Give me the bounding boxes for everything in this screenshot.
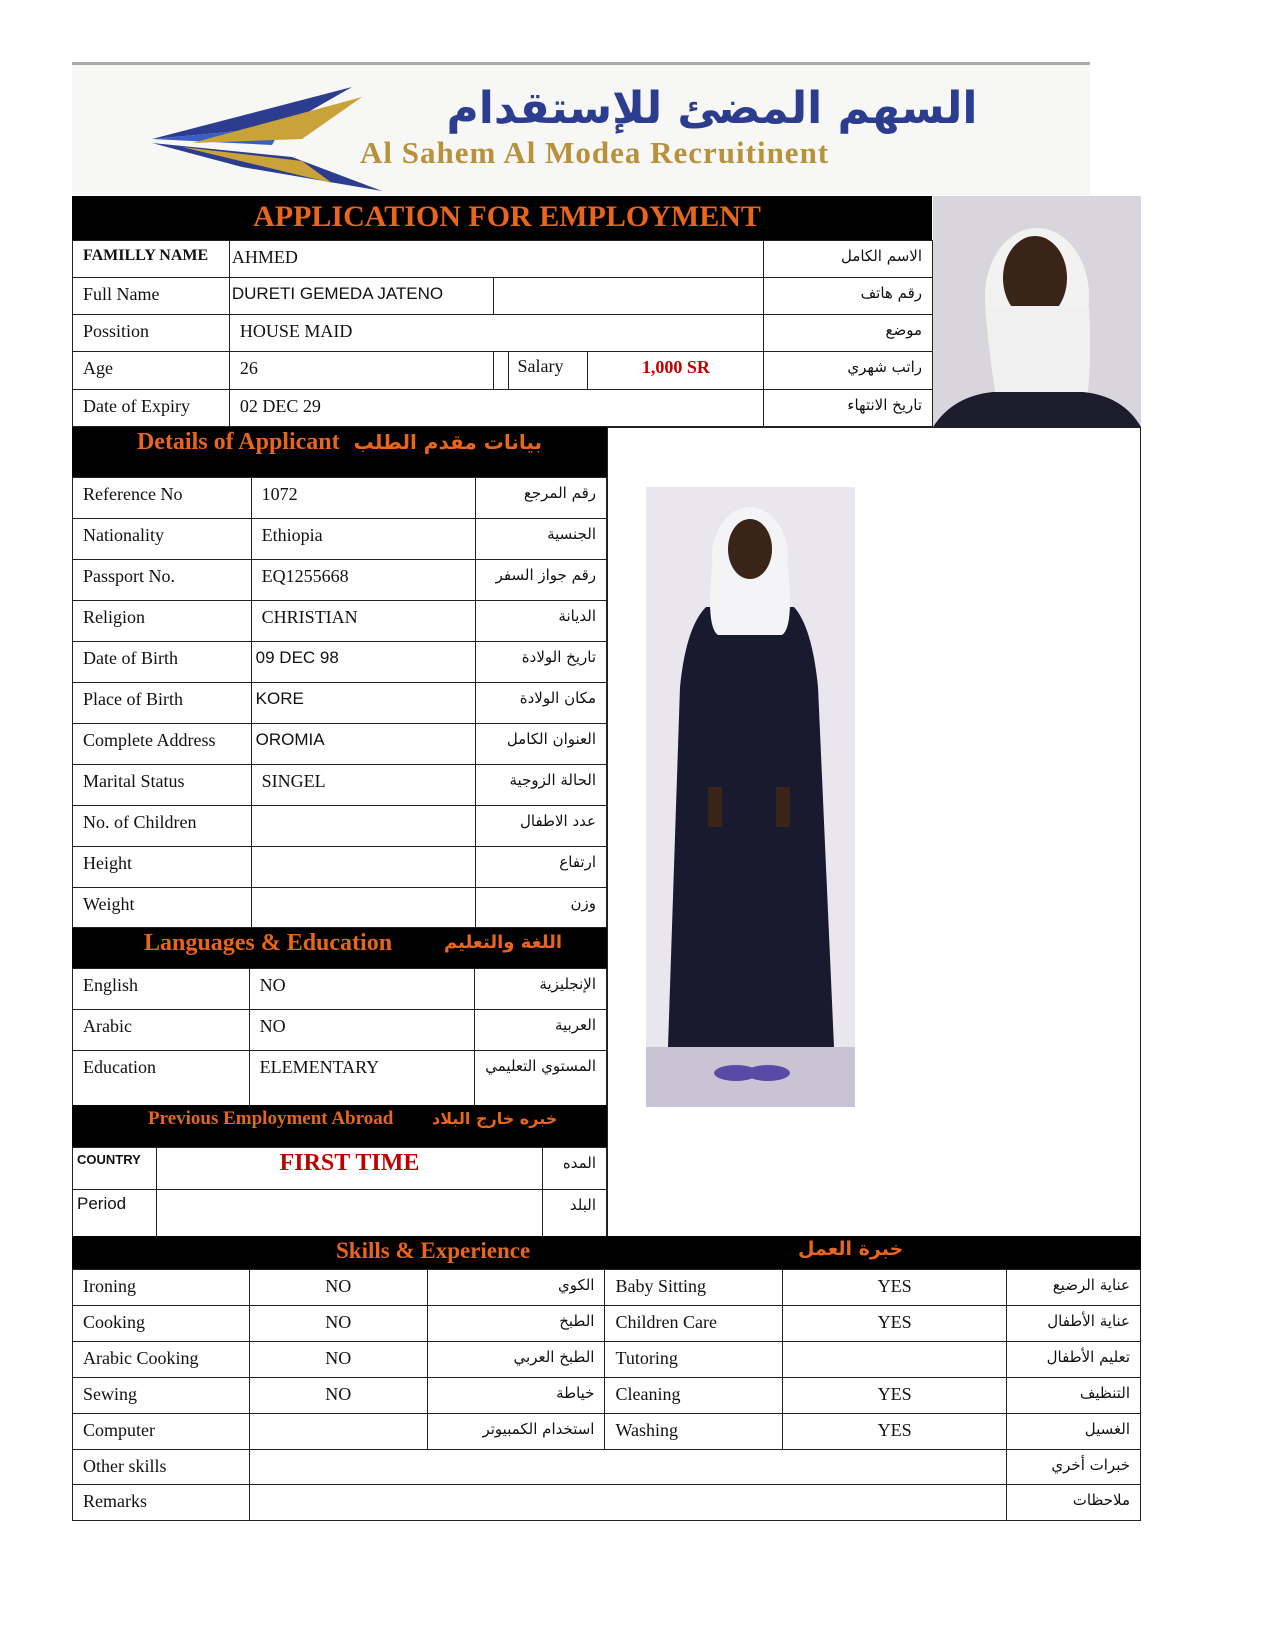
skill-value: NO xyxy=(249,1378,427,1414)
skill-row xyxy=(73,1306,1141,1342)
details-label: Place of Birth xyxy=(73,683,252,724)
details-value: EQ1255668 xyxy=(251,560,476,601)
full-body-photo xyxy=(646,487,855,1107)
period-ar: البلد xyxy=(543,1190,607,1237)
details-ar: وزن xyxy=(476,888,607,928)
skill-label: Cooking xyxy=(73,1306,250,1342)
skill-value: YES xyxy=(783,1270,1007,1306)
header-table xyxy=(72,240,933,427)
language-value: NO xyxy=(249,969,475,1010)
skill-ar: الطبخ العربي xyxy=(427,1342,605,1378)
remarks-ar: ملاحظات xyxy=(1007,1485,1141,1521)
language-ar: الإنجليزية xyxy=(475,969,607,1010)
details-label: Nationality xyxy=(73,519,252,560)
language-ar: المستوي التعليمي xyxy=(475,1051,607,1106)
details-value xyxy=(251,888,476,928)
details-value: 1072 xyxy=(251,478,476,519)
language-row xyxy=(73,1010,607,1051)
skill-ar: عناية الأطفال xyxy=(1007,1306,1141,1342)
details-ar: عدد الاطفال xyxy=(476,806,607,847)
header-value: DURETI GEMEDA JATENO xyxy=(229,278,494,315)
details-ar: مكان الولادة xyxy=(476,683,607,724)
languages-title-ar: اللغة والتعليم xyxy=(444,932,563,953)
skill-value: YES xyxy=(783,1414,1007,1450)
header-label: Date of Expiry xyxy=(73,390,230,427)
age-value: 26 xyxy=(229,352,494,390)
details-row xyxy=(73,601,607,642)
skill-label: Tutoring xyxy=(605,1342,783,1378)
header-row xyxy=(73,352,933,390)
skill-value: YES xyxy=(783,1306,1007,1342)
salary-label: Salary xyxy=(508,352,588,389)
language-label: Education xyxy=(73,1051,250,1106)
skill-label: Washing xyxy=(605,1414,783,1450)
details-label: Marital Status xyxy=(73,765,252,806)
skill-row xyxy=(73,1378,1141,1414)
other-skills-ar: خبرات أخري xyxy=(1007,1450,1141,1485)
details-row xyxy=(73,765,607,806)
skill-label: Baby Sitting xyxy=(605,1270,783,1306)
details-ar: رقم المرجع xyxy=(476,478,607,519)
header-ar: موضع xyxy=(764,315,933,352)
languages-title-en: Languages & Education xyxy=(144,930,393,956)
skill-ar: الكوي xyxy=(427,1270,605,1306)
skill-label: Sewing xyxy=(73,1378,250,1414)
language-row xyxy=(73,969,607,1010)
skill-ar: التنظيف xyxy=(1007,1378,1141,1414)
skill-value xyxy=(249,1414,427,1450)
details-table xyxy=(72,477,607,928)
details-row xyxy=(73,888,607,928)
skills-table xyxy=(72,1269,1141,1521)
skill-label: Arabic Cooking xyxy=(73,1342,250,1378)
details-value xyxy=(251,847,476,888)
details-value: CHRISTIAN xyxy=(251,601,476,642)
header-row xyxy=(73,315,933,352)
skill-label: Cleaning xyxy=(605,1378,783,1414)
employment-title-en: Previous Employment Abroad xyxy=(148,1108,394,1129)
employment-value: FIRST TIME xyxy=(156,1148,542,1190)
skill-value xyxy=(783,1342,1007,1378)
header-value: 02 DEC 29 xyxy=(229,390,763,427)
other-skills-label: Other skills xyxy=(73,1450,250,1485)
details-row xyxy=(73,724,607,765)
portrait-photo xyxy=(933,196,1141,427)
language-row xyxy=(73,1051,607,1106)
header-label: Full Name xyxy=(73,278,230,315)
salary-value: 1,000 SR xyxy=(641,357,710,377)
skill-ar: استخدام الكمبيوتر xyxy=(427,1414,605,1450)
country-label: COUNTRY xyxy=(73,1148,157,1190)
details-row xyxy=(73,806,607,847)
skills-title-ar: خبرة العمل xyxy=(798,1238,904,1260)
employment-table xyxy=(72,1147,607,1237)
languages-table xyxy=(72,968,607,1106)
skill-value: NO xyxy=(249,1270,427,1306)
details-ar: الحالة الزوجية xyxy=(476,765,607,806)
language-ar: العربية xyxy=(475,1010,607,1051)
skill-label: Children Care xyxy=(605,1306,783,1342)
header-row xyxy=(73,390,933,427)
skill-ar: الغسيل xyxy=(1007,1414,1141,1450)
skill-ar: تعليم الأطفال xyxy=(1007,1342,1141,1378)
country-ar: المده xyxy=(543,1148,607,1190)
header-row xyxy=(73,241,933,278)
header-label: Age xyxy=(73,352,230,390)
details-label: No. of Children xyxy=(73,806,252,847)
skill-label: Computer xyxy=(73,1414,250,1450)
details-title xyxy=(72,429,607,456)
header-label: Possition xyxy=(73,315,230,352)
language-value: ELEMENTARY xyxy=(249,1051,475,1106)
skills-header xyxy=(72,1236,1141,1269)
details-ar: العنوان الكامل xyxy=(476,724,607,765)
employment-title-ar: خبره خارج البلاد xyxy=(432,1109,558,1128)
logo-banner xyxy=(72,62,1090,195)
details-title-en: Details of Applicant xyxy=(136,429,340,455)
details-title-ar: بيانات مقدم الطلب xyxy=(353,430,543,454)
skill-row xyxy=(73,1414,1141,1450)
details-label: Height xyxy=(73,847,252,888)
details-label: Passport No. xyxy=(73,560,252,601)
application-title: APPLICATION FOR EMPLOYMENT xyxy=(253,200,761,233)
details-ar: ارتفاع xyxy=(476,847,607,888)
arrow-logo-icon xyxy=(152,87,382,192)
skill-label: Ironing xyxy=(73,1270,250,1306)
details-value: 09 DEC 98 xyxy=(251,642,476,683)
details-ar: رقم جواز السفر xyxy=(476,560,607,601)
period-label: Period xyxy=(73,1190,157,1237)
skill-ar: عناية الرضيع xyxy=(1007,1270,1141,1306)
skill-value: NO xyxy=(249,1342,427,1378)
header-value: HOUSE MAID xyxy=(229,315,763,352)
logo-english-text: Al Sahem Al Modea Recruitinent xyxy=(360,135,830,170)
details-row xyxy=(73,519,607,560)
skills-title-en: Skills & Experience xyxy=(336,1238,531,1263)
skill-value: YES xyxy=(783,1378,1007,1414)
details-ar: الجنسية xyxy=(476,519,607,560)
details-label: Complete Address xyxy=(73,724,252,765)
details-value: KORE xyxy=(251,683,476,724)
header-value: AHMED xyxy=(229,241,763,278)
header-ar: الاسم الكامل xyxy=(764,241,933,278)
skill-row xyxy=(73,1342,1141,1378)
skill-value: NO xyxy=(249,1306,427,1342)
skill-ar: الطبخ xyxy=(427,1306,605,1342)
details-row xyxy=(73,683,607,724)
skill-row xyxy=(73,1270,1141,1306)
details-value: OROMIA xyxy=(251,724,476,765)
details-label: Religion xyxy=(73,601,252,642)
details-ar: تاريخ الولادة xyxy=(476,642,607,683)
details-row xyxy=(73,847,607,888)
language-label: English xyxy=(73,969,250,1010)
header-ar: راتب شهري xyxy=(764,352,933,390)
header-ar: رقم هاتف xyxy=(764,278,933,315)
language-label: Arabic xyxy=(73,1010,250,1051)
header-ar: تاريخ الانتهاء xyxy=(764,390,933,427)
skill-ar: خياطة xyxy=(427,1378,605,1414)
details-ar: الديانة xyxy=(476,601,607,642)
details-row xyxy=(73,478,607,519)
details-label: Date of Birth xyxy=(73,642,252,683)
details-value xyxy=(251,806,476,847)
details-label: Weight xyxy=(73,888,252,928)
details-value: SINGEL xyxy=(251,765,476,806)
language-value: NO xyxy=(249,1010,475,1051)
header-label: FAMILLY NAME xyxy=(73,241,230,278)
header-row xyxy=(73,278,933,315)
details-row xyxy=(73,642,607,683)
details-value: Ethiopia xyxy=(251,519,476,560)
logo-arabic-text: السهم المضئ للإستقدام xyxy=(446,83,978,134)
details-label: Reference No xyxy=(73,478,252,519)
remarks-label: Remarks xyxy=(73,1485,250,1521)
details-row xyxy=(73,560,607,601)
